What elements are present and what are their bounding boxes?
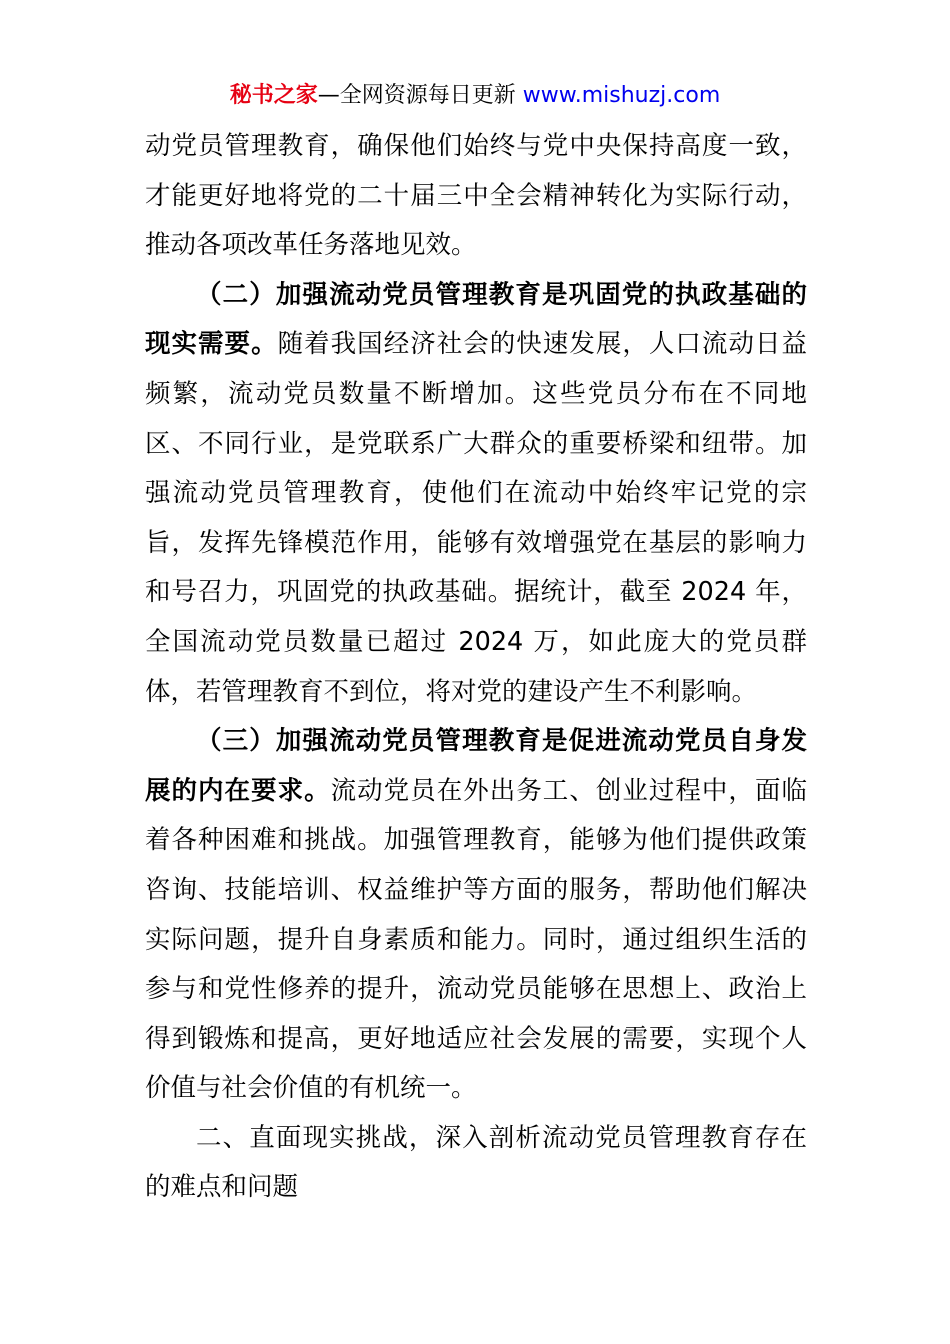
paragraph-lead-heading: （二）加强流动党员管理教育是巩固党的执政基础的现实需要。 (145, 279, 807, 360)
page-header (0, 80, 950, 112)
website-link[interactable]: www.mishuzj.com (522, 83, 721, 108)
paragraph-section-two (145, 271, 807, 717)
document-body (145, 122, 807, 1213)
paragraph-continuation (145, 122, 807, 271)
paragraph-text: 流动党员在外出务工、创业过程中，面临着各种困难和挑战。加强管理教育，能够为他们提供政策咨询、技能培训、权益维护等方面的服务，帮助他们解决实际问题，提升自身素质和能力。同时，通过组织生活的参与和党性修养的提升，流动党员能够在思想上、政治上得到锻炼和提高，更好地适应社会发展的需要，实现个人价值与社会价值的有机统一。 (145, 775, 807, 1104)
paragraph-text: 随着我国经济社会的快速发展，人口流动日益频繁，流动党员数量不断增加。这些党员分布在不同地区、不同行业，是党联系广大群众的重要桥梁和纽带。加强流动党员管理教育，使他们在流动中始终牢记党的宗旨，发挥先锋模范作用，能够有效增强党在基层的影响力和号召力，巩固党的执政基础。据统计，截至 2024 年，全国流动党员数量已超过 2024 万，如此庞大的党员群体，若管理教育不到位，将对党的建设产生不利影响。 (145, 329, 807, 707)
header-tagline: —全网资源每日更新 (317, 83, 516, 108)
paragraph-lead-heading: （三）加强流动党员管理教育是促进流动党员自身发展的内在要求。 (145, 726, 807, 806)
section-heading-text: 二、直面现实挑战，深入剖析流动党员管理教育存在的难点和问题 (145, 1122, 807, 1203)
paragraph-text: 动党员管理教育，确保他们始终与党中央保持高度一致，才能更好地将党的二十届三中全会精神转化为实际行动，推动各项改革任务落地见效。 (145, 131, 807, 261)
paragraph-section-three (145, 717, 807, 1114)
section-heading (145, 1114, 807, 1213)
brand-name: 秘书之家 (229, 83, 318, 108)
